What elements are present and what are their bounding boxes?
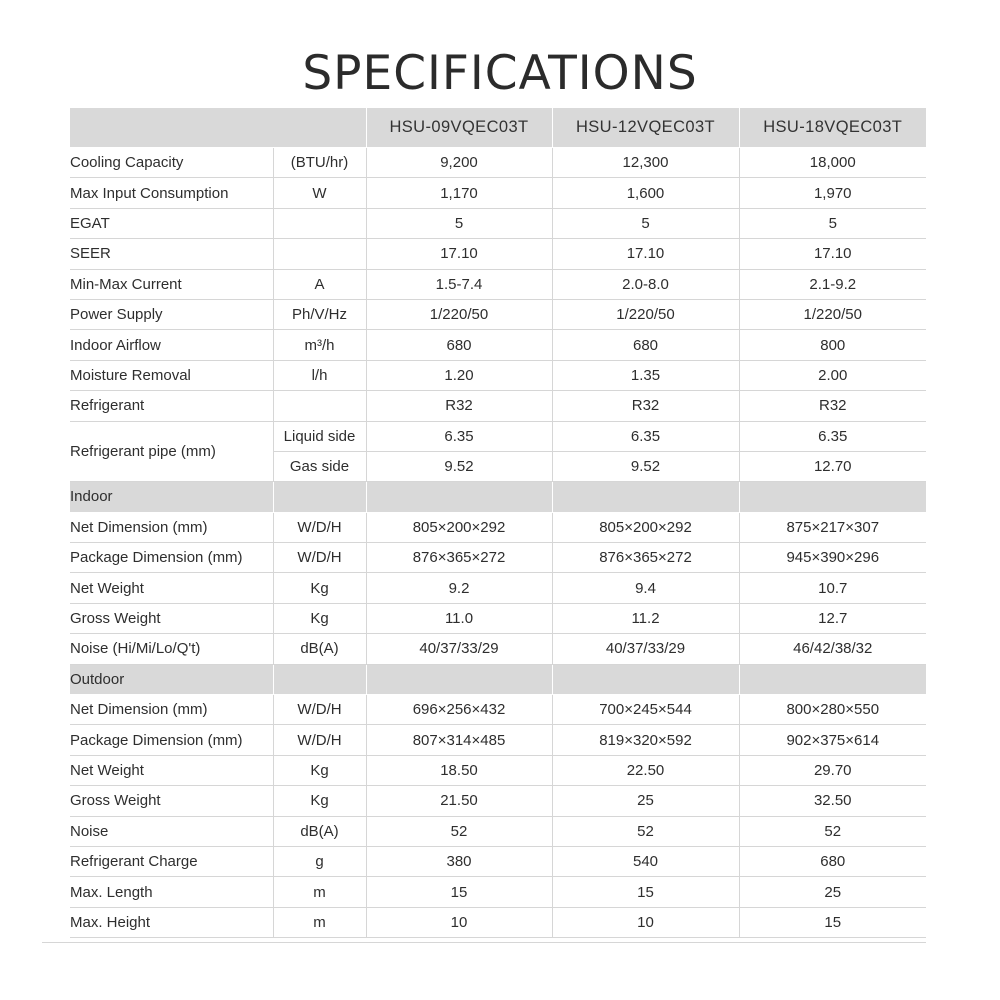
unit-label: dB(A): [273, 816, 366, 846]
table-row: [70, 573, 926, 603]
unit-label: Liquid side: [273, 421, 366, 451]
spec-value: 1,170: [366, 178, 552, 208]
table-row: [70, 239, 926, 269]
table-row: [70, 877, 926, 907]
table-row: [70, 148, 926, 178]
spec-value: 1.20: [366, 360, 552, 390]
unit-label: W: [273, 178, 366, 208]
param-label: Net Weight: [70, 573, 273, 603]
spec-value: 22.50: [552, 755, 739, 785]
table-row: [70, 634, 926, 664]
spec-value: 40/37/33/29: [552, 634, 739, 664]
param-label: Refrigerant Charge: [70, 846, 273, 876]
section-blank-cell: [739, 664, 926, 694]
spec-value: 9,200: [366, 148, 552, 178]
spec-value: 46/42/38/32: [739, 634, 926, 664]
spec-value: 1/220/50: [739, 299, 926, 329]
param-label: Max Input Consumption: [70, 178, 273, 208]
table-row: [70, 299, 926, 329]
param-label: Max. Height: [70, 907, 273, 937]
spec-value: 902×375×614: [739, 725, 926, 755]
param-label: Package Dimension (mm): [70, 725, 273, 755]
spec-value: 32.50: [739, 786, 926, 816]
param-label: Net Dimension (mm): [70, 512, 273, 542]
spec-value: 805×200×292: [366, 512, 552, 542]
table-row: [70, 543, 926, 573]
table-row: [70, 786, 926, 816]
section-blank-cell: [273, 482, 366, 512]
param-label: EGAT: [70, 208, 273, 238]
table-row: [70, 725, 926, 755]
spec-value: R32: [739, 391, 926, 421]
unit-label: Kg: [273, 603, 366, 633]
header-blank-cell: [273, 108, 366, 148]
model-header: HSU-12VQEC03T: [552, 108, 739, 148]
unit-label: Kg: [273, 786, 366, 816]
table-row: [70, 512, 926, 542]
param-label: Package Dimension (mm): [70, 543, 273, 573]
spec-value: 15: [552, 877, 739, 907]
spec-value: 18.50: [366, 755, 552, 785]
section-blank-cell: [552, 482, 739, 512]
spec-value: 10: [552, 907, 739, 937]
table-row: [70, 816, 926, 846]
section-blank-cell: [366, 482, 552, 512]
param-label: Indoor Airflow: [70, 330, 273, 360]
spec-value: 29.70: [739, 755, 926, 785]
table-row: [70, 603, 926, 633]
spec-value: 876×365×272: [552, 543, 739, 573]
spec-value: 1.35: [552, 360, 739, 390]
unit-label: W/D/H: [273, 543, 366, 573]
param-label: Max. Length: [70, 877, 273, 907]
section-blank-cell: [366, 664, 552, 694]
spec-value: 17.10: [739, 239, 926, 269]
model-header: HSU-09VQEC03T: [366, 108, 552, 148]
spec-value: 1/220/50: [552, 299, 739, 329]
spec-value: 819×320×592: [552, 725, 739, 755]
spec-value: 6.35: [739, 421, 926, 451]
spec-value: 21.50: [366, 786, 552, 816]
table-row: [70, 269, 926, 299]
spec-value: 12,300: [552, 148, 739, 178]
spec-value: 540: [552, 846, 739, 876]
unit-label: [273, 239, 366, 269]
spec-value: 680: [739, 846, 926, 876]
spec-value: 11.0: [366, 603, 552, 633]
unit-label: m: [273, 877, 366, 907]
param-label: Noise: [70, 816, 273, 846]
spec-value: 52: [552, 816, 739, 846]
unit-label: g: [273, 846, 366, 876]
table-row: [70, 907, 926, 937]
param-label: Min-Max Current: [70, 269, 273, 299]
param-label: Gross Weight: [70, 786, 273, 816]
unit-label: W/D/H: [273, 695, 366, 725]
unit-label: l/h: [273, 360, 366, 390]
spec-value: 25: [552, 786, 739, 816]
param-label: Noise (Hi/Mi/Lo/Q't): [70, 634, 273, 664]
spec-value: 5: [366, 208, 552, 238]
section-blank-cell: [273, 664, 366, 694]
unit-label: Gas side: [273, 451, 366, 481]
unit-label: Kg: [273, 755, 366, 785]
spec-value: 52: [366, 816, 552, 846]
unit-label: dB(A): [273, 634, 366, 664]
spec-value: 680: [552, 330, 739, 360]
spec-value: 700×245×544: [552, 695, 739, 725]
spec-value: 1,970: [739, 178, 926, 208]
spec-value: 807×314×485: [366, 725, 552, 755]
spec-value: 2.1-9.2: [739, 269, 926, 299]
unit-label: m³/h: [273, 330, 366, 360]
param-label: Net Weight: [70, 755, 273, 785]
page-title: SPECIFICATIONS: [302, 46, 698, 101]
spec-value: 696×256×432: [366, 695, 552, 725]
table-bottom-divider: [42, 942, 926, 943]
param-label: Gross Weight: [70, 603, 273, 633]
unit-label: Ph/V/Hz: [273, 299, 366, 329]
spec-value: 6.35: [552, 421, 739, 451]
spec-value: 800: [739, 330, 926, 360]
table-header-row: [70, 108, 926, 148]
spec-value: 11.2: [552, 603, 739, 633]
param-label: SEER: [70, 239, 273, 269]
spec-value: 12.7: [739, 603, 926, 633]
spec-value: 1.5-7.4: [366, 269, 552, 299]
unit-label: (BTU/hr): [273, 148, 366, 178]
param-label: Power Supply: [70, 299, 273, 329]
spec-value: 9.52: [366, 451, 552, 481]
table-row: [70, 360, 926, 390]
unit-label: Kg: [273, 573, 366, 603]
spec-value: 10: [366, 907, 552, 937]
spec-value: 15: [366, 877, 552, 907]
table-row: [70, 421, 926, 451]
spec-value: 945×390×296: [739, 543, 926, 573]
spec-value: 15: [739, 907, 926, 937]
spec-value: 9.4: [552, 573, 739, 603]
spec-value: 17.10: [366, 239, 552, 269]
model-header: HSU-18VQEC03T: [739, 108, 926, 148]
spec-value: 17.10: [552, 239, 739, 269]
param-label: Net Dimension (mm): [70, 695, 273, 725]
spec-value: 680: [366, 330, 552, 360]
unit-label: W/D/H: [273, 725, 366, 755]
spec-value: 9.52: [552, 451, 739, 481]
section-header-row: [70, 482, 926, 512]
section-label: Outdoor: [70, 664, 273, 694]
unit-label: A: [273, 269, 366, 299]
spec-value: 52: [739, 816, 926, 846]
unit-label: m: [273, 907, 366, 937]
param-label: Refrigerant pipe (mm): [70, 421, 273, 482]
spec-value: 2.0-8.0: [552, 269, 739, 299]
unit-label: W/D/H: [273, 512, 366, 542]
spec-value: 5: [739, 208, 926, 238]
table-row: [70, 208, 926, 238]
spec-value: 6.35: [366, 421, 552, 451]
spec-value: R32: [366, 391, 552, 421]
unit-label: [273, 391, 366, 421]
table-row: [70, 330, 926, 360]
unit-label: [273, 208, 366, 238]
header-blank-cell: [70, 108, 273, 148]
section-label: Indoor: [70, 482, 273, 512]
spec-value: 25: [739, 877, 926, 907]
spec-value: 876×365×272: [366, 543, 552, 573]
spec-value: 2.00: [739, 360, 926, 390]
table-row: [70, 755, 926, 785]
table-row: [70, 846, 926, 876]
spec-value: 1/220/50: [366, 299, 552, 329]
spec-value: 805×200×292: [552, 512, 739, 542]
param-label: Cooling Capacity: [70, 148, 273, 178]
section-blank-cell: [552, 664, 739, 694]
spec-value: 9.2: [366, 573, 552, 603]
spec-value: 40/37/33/29: [366, 634, 552, 664]
spec-value: 10.7: [739, 573, 926, 603]
table-row: [70, 178, 926, 208]
spec-value: 12.70: [739, 451, 926, 481]
spec-value: 18,000: [739, 148, 926, 178]
spec-value: 5: [552, 208, 739, 238]
spec-value: R32: [552, 391, 739, 421]
spec-value: 1,600: [552, 178, 739, 208]
spec-value: 800×280×550: [739, 695, 926, 725]
param-label: Moisture Removal: [70, 360, 273, 390]
param-label: Refrigerant: [70, 391, 273, 421]
section-header-row: [70, 664, 926, 694]
specifications-table: [70, 108, 926, 938]
table-row: [70, 695, 926, 725]
table-row: [70, 391, 926, 421]
section-blank-cell: [739, 482, 926, 512]
spec-value: 380: [366, 846, 552, 876]
spec-value: 875×217×307: [739, 512, 926, 542]
